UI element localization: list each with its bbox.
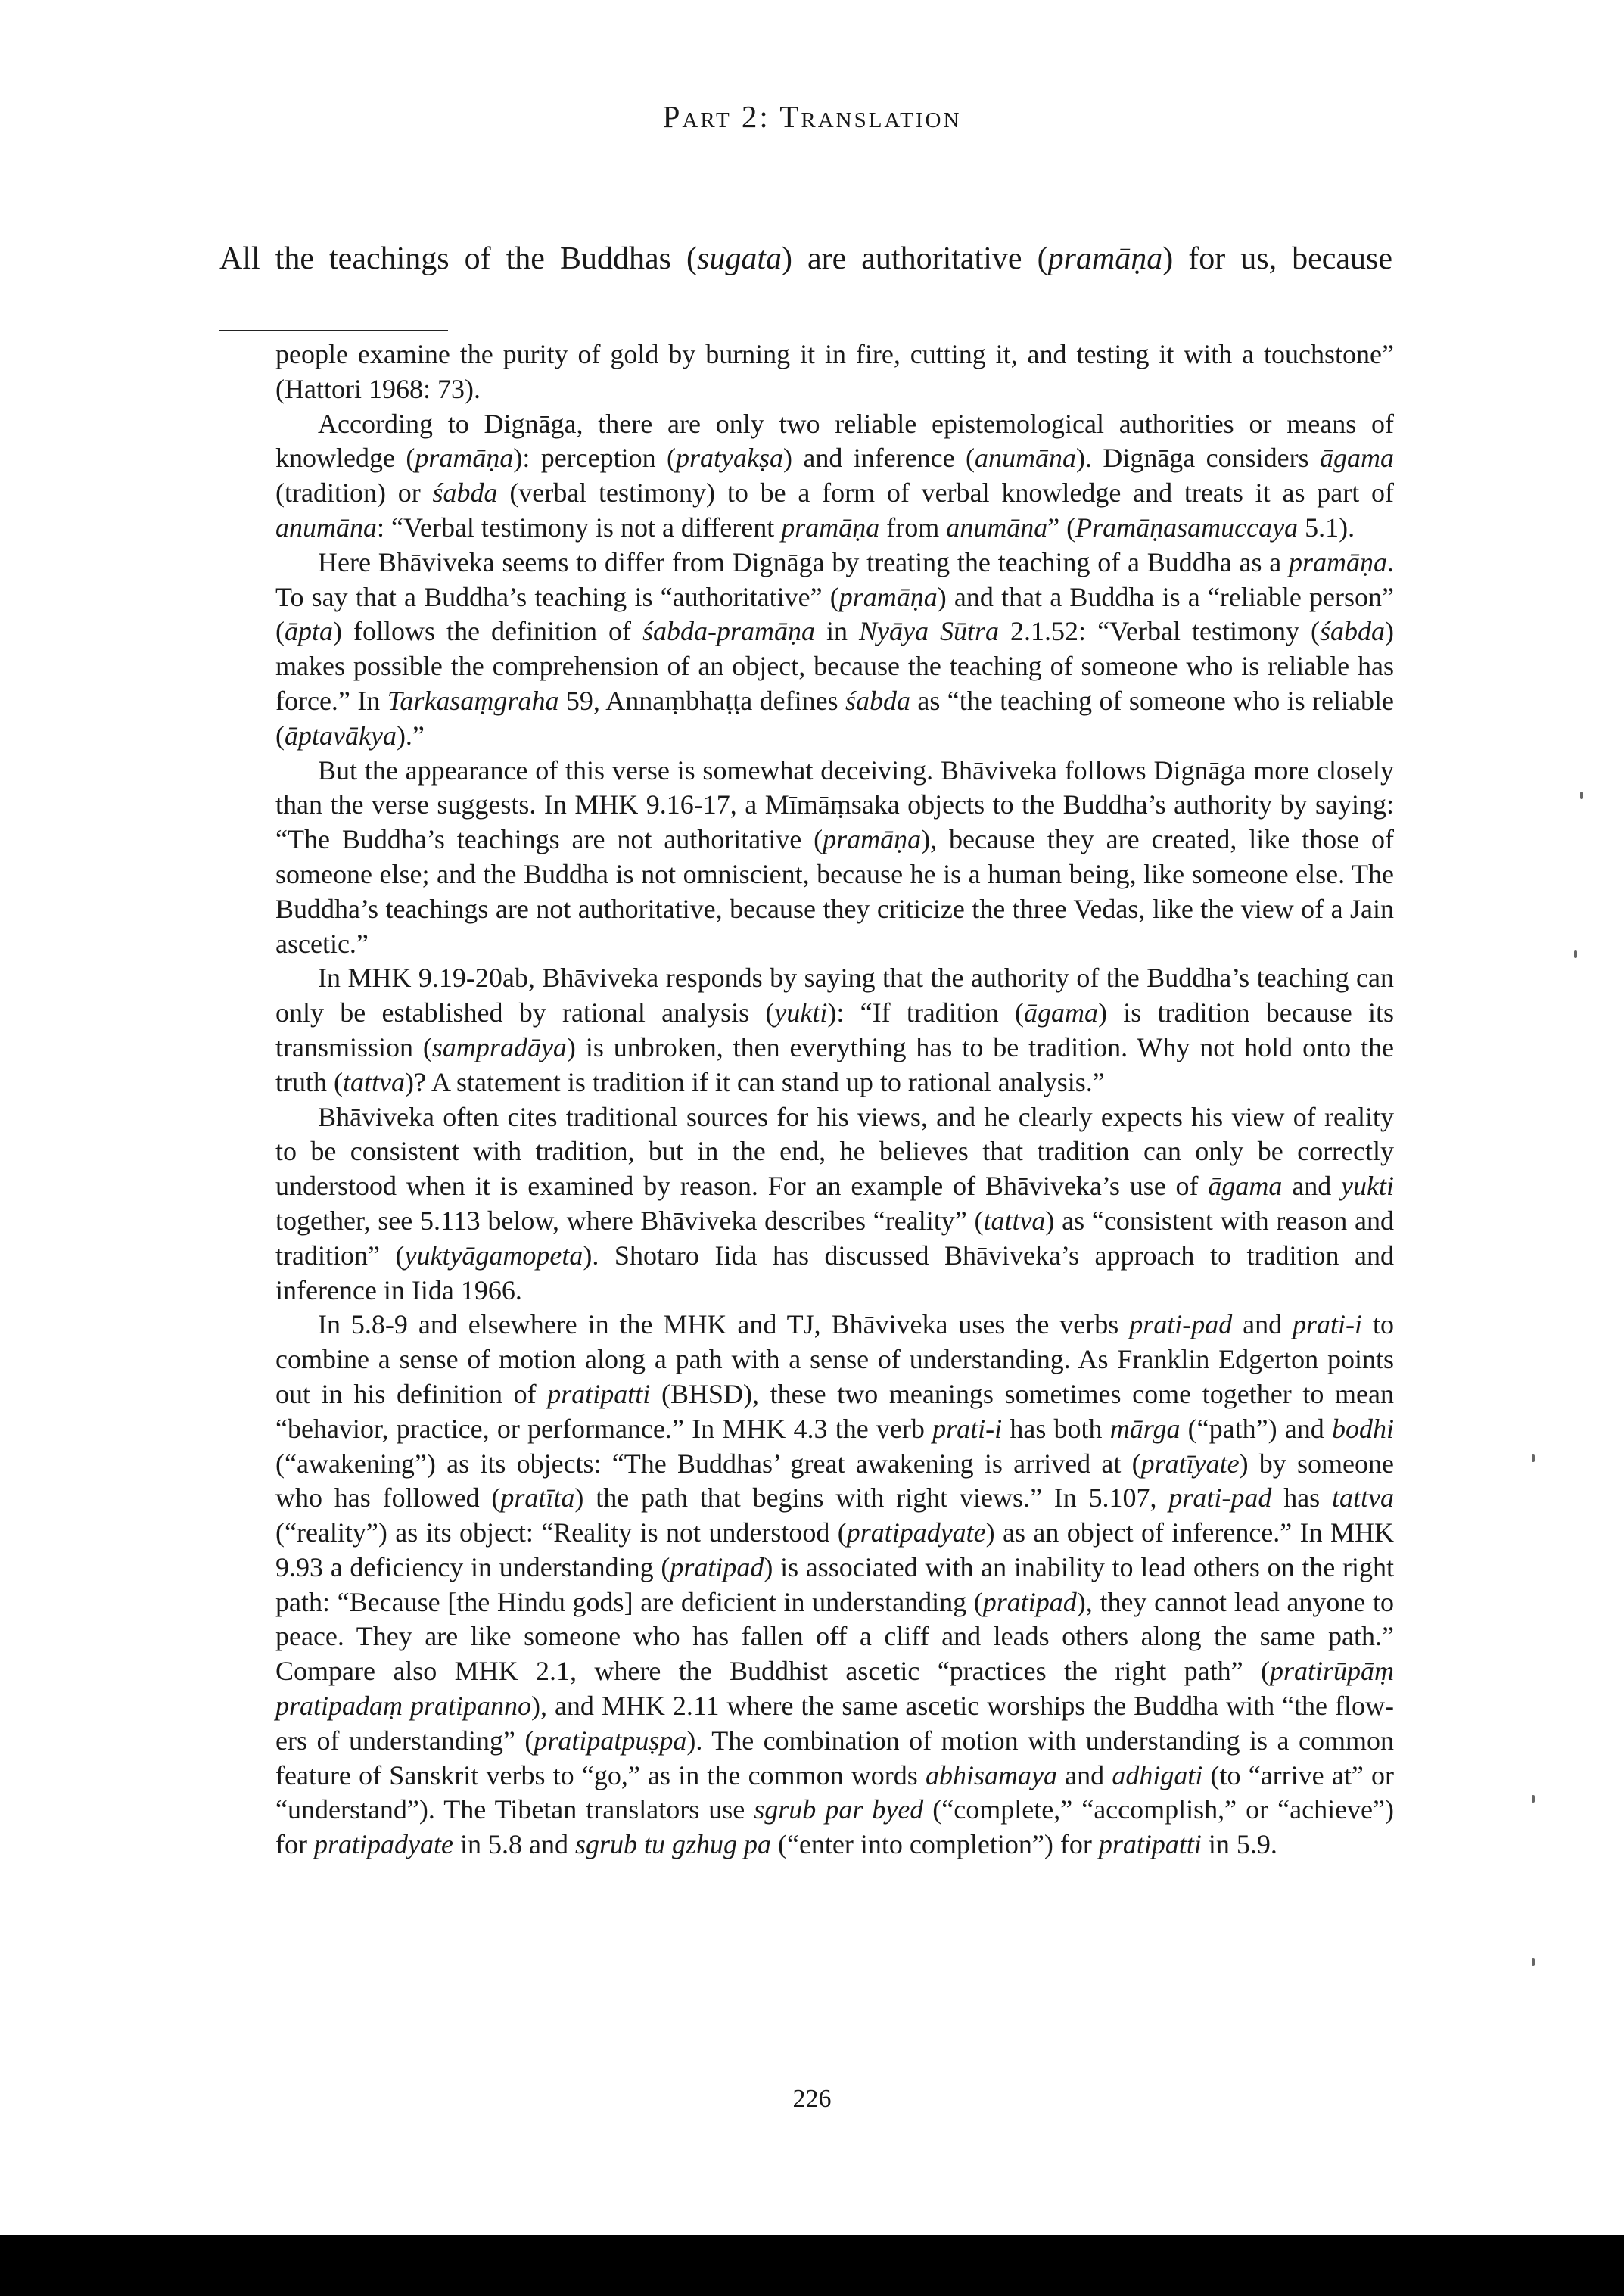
italic-term: abhisamaya: [925, 1759, 1057, 1790]
text-run: ) as “consistent with reason and tradition” (: [275, 1205, 1394, 1271]
italic-term: āgama: [1320, 443, 1394, 474]
footnote-paragraph: [275, 754, 1394, 962]
italic-term: śabda-pramāṇa: [642, 616, 816, 647]
italic-term: Tarkasaṃgraha: [387, 685, 559, 716]
text-run: ).”: [396, 720, 425, 751]
italic-term: yukti: [774, 997, 828, 1028]
italic-term: śabda: [1320, 616, 1386, 647]
text-run: In MHK 9.19-20ab, Bhāviveka responds by saying that the authority of the Buddha’s teaching can only be established by rational analysis (: [275, 963, 1394, 1028]
italic-term: yukti: [1341, 1171, 1395, 1202]
text-run: In 5.8-9 and elsewhere in the MHK and TJ, Bhāviveka uses the verbs: [318, 1309, 1130, 1340]
scan-speck: [1574, 950, 1577, 958]
text-run: (to “arrive at” or “understand”). The Tibetan translators use: [275, 1759, 1394, 1825]
text-run: ) and that a Buddha is a “reliable person” (: [275, 581, 1394, 647]
footnote-block: [275, 338, 1394, 1862]
italic-term: āgama: [1208, 1171, 1283, 1202]
italic-term: āgama: [1024, 997, 1099, 1028]
text-run: (“reality”) as its object: “Reality is not understood (: [275, 1517, 847, 1548]
text-run: (“complete,” “accomplish,” or “achieve”) for: [275, 1794, 1394, 1860]
italic-term: pratipad: [982, 1586, 1077, 1617]
text-run: (“awakening”) as its objects: “The Buddhas’ great awakening is arrived at (: [275, 1448, 1141, 1479]
text-run: people examine the purity of gold by burning it in fire, cutting it, and testing it with a touchstone” (Hattori 1968: 73).: [275, 339, 1394, 404]
text-run: ) makes possible the comprehension of an object, because the teaching of someone who is reliable has force.” In: [275, 616, 1395, 716]
italic-term: pratipatti: [1098, 1829, 1202, 1860]
text-run: ) and inference (: [782, 443, 975, 474]
italic-term: anumāna: [974, 443, 1076, 474]
italic-term: pratipatpuṣpa: [534, 1725, 687, 1756]
italic-term: pramāṇa: [1047, 241, 1163, 276]
text-run: : “Verbal testimony is not a different: [377, 512, 782, 543]
italic-term: sgrub tu gzhug pa: [574, 1829, 771, 1860]
text-run: ). Shotaro Iida has discussed Bhāviveka’s approach to tradition and inference in Iida 1966.: [275, 1240, 1394, 1305]
main-text-line: [219, 241, 1392, 277]
italic-term: āptavākya: [285, 720, 397, 751]
text-run: ) for us, because: [1162, 241, 1393, 276]
text-run: to combine a sense of motion along a path with a sense of understanding. As Franklin Edgerton points out in his definition of: [275, 1309, 1394, 1409]
text-run: in 5.9.: [1201, 1829, 1277, 1860]
text-run: ) by someone who has followed (: [275, 1448, 1395, 1514]
text-run: ): perception (: [513, 443, 676, 474]
text-run: has: [1271, 1482, 1332, 1514]
italic-term: pratipadyate: [846, 1517, 986, 1548]
text-run: Bhāviveka often cites traditional sources for his views, and he clearly expects his view of reality to be consistent with tradition, but in the end, he believes that tradition can only be correctly understood when it is examined by reason. For an example of Bhāviveka’s use of: [275, 1101, 1394, 1202]
text-run: and: [1232, 1309, 1293, 1340]
italic-term: sampradāya: [431, 1031, 567, 1062]
italic-term: pratīta: [500, 1482, 575, 1514]
footnote-paragraph: [275, 338, 1394, 407]
italic-term: pratipatti: [547, 1378, 651, 1409]
italic-term: yuktyāgamopeta: [404, 1240, 583, 1271]
footnote-paragraph: [275, 407, 1394, 546]
text-run: ) as an object of inference.” In MHK 9.93 a deficiency in understanding (: [275, 1517, 1394, 1582]
italic-term: śabda: [432, 478, 498, 509]
text-run: in 5.8 and: [453, 1829, 575, 1860]
scan-speck: [1580, 792, 1583, 799]
italic-term: pramāṇa: [1288, 546, 1387, 577]
footnote-paragraph: [275, 546, 1394, 754]
text-run: (verbal testimony) to be a form of verbal knowledge and treats it as part of: [497, 478, 1394, 509]
scan-border: [0, 2235, 1624, 2296]
text-run: According to Dignāga, there are only two reliable epistemological authorities or means of knowledge (: [275, 408, 1394, 474]
italic-term: prati-i: [1293, 1309, 1363, 1340]
italic-term: anumāna: [275, 512, 377, 543]
italic-term: pratirūpāṃ pratipadaṃ pratipanno: [275, 1656, 1394, 1722]
text-run: ) are authoritative (: [782, 241, 1048, 276]
running-head: Part 2: Translation: [662, 99, 962, 134]
italic-term: tattva: [342, 1066, 405, 1097]
italic-term: pramāṇa: [823, 824, 922, 855]
italic-term: prati-pad: [1168, 1482, 1272, 1514]
text-run: 59, Annaṃbhaṭṭa defines: [558, 685, 845, 716]
italic-term: tattva: [983, 1205, 1046, 1236]
text-run: Here Bhāviveka seems to differ from Dignāga by treating the teaching of a Buddha as a: [318, 546, 1289, 577]
footnote-paragraph: [275, 961, 1394, 1100]
text-run: (tradition) or: [275, 478, 433, 509]
text-run: 5.1).: [1298, 512, 1355, 543]
italic-term: pratipad: [670, 1551, 764, 1582]
italic-term: adhigati: [1112, 1759, 1203, 1790]
text-run: in: [815, 616, 860, 647]
italic-term: pratyakṣa: [676, 443, 783, 474]
italic-term: anumāna: [946, 512, 1048, 543]
italic-term: prati-pad: [1129, 1309, 1233, 1340]
text-run: has both: [1002, 1413, 1110, 1444]
text-run: (BHSD), these two meanings sometimes come together to mean “behavior, practice, or performance.” In MHK 4.3 the verb: [275, 1378, 1394, 1444]
italic-term: āpta: [285, 616, 334, 647]
scan-speck: [1532, 1795, 1535, 1803]
footnote-paragraph: [275, 1100, 1394, 1308]
italic-term: śabda: [845, 685, 910, 716]
italic-term: sgrub par byed: [754, 1794, 924, 1825]
text-run: ), because they are created, like those of someone else; and the Buddha is not omniscient, because he is a human being, like someone else. The Buddha’s teachings are not authoritative, because they criticize the three Vedas, like the view of a Jain ascetic.”: [275, 824, 1394, 959]
scan-speck: [1532, 1454, 1535, 1462]
italic-term: prati-i: [932, 1413, 1003, 1444]
scan-speck: [1532, 1958, 1535, 1966]
text-run: ). The combination of motion with understanding is a common feature of Sanskrit verbs to “go,” as in the common words: [275, 1725, 1394, 1790]
text-run: All the teachings of the Buddhas (: [219, 241, 697, 276]
italic-term: pramāṇa: [415, 443, 514, 474]
text-run: )? A statement is tradition if it can stand up to rational analysis.”: [404, 1066, 1105, 1097]
text-run: together, see 5.113 below, where Bhāviveka describes “reality” (: [275, 1205, 984, 1236]
italic-term: bodhi: [1331, 1413, 1394, 1444]
text-run: ), they cannot lead anyone to peace. They are like someone who has fallen off a cliff and leads others along the same path.” Compare also MHK 2.1, where the Buddhist ascetic “practices the right path” (: [275, 1586, 1394, 1687]
italic-term: sugata: [696, 241, 782, 276]
text-run: ) is tradition because its transmission (: [275, 997, 1394, 1062]
text-run: as “the teaching of someone who is reliable (: [275, 685, 1394, 751]
italic-term: pratipadyate: [313, 1829, 453, 1860]
text-run: ), and MHK 2.11 where the same ascetic worships the Buddha with “the flowers of understanding” (: [275, 1691, 1394, 1756]
text-run: (“enter into completion”) for: [770, 1829, 1099, 1860]
text-run: and: [1282, 1171, 1342, 1202]
footnote-paragraph: [275, 1308, 1394, 1862]
italic-term: Pramāṇasamuccaya: [1075, 512, 1299, 543]
italic-term: pratīyate: [1140, 1448, 1240, 1479]
text-run: from: [879, 512, 947, 543]
italic-term: mārga: [1109, 1413, 1181, 1444]
page-number: 226: [792, 2085, 832, 2113]
text-run: ) is unbroken, then everything has to be tradition. Why not hold onto the truth (: [275, 1031, 1395, 1097]
text-run: ) the path that begins with right views.” In 5.107,: [574, 1482, 1169, 1514]
text-run: But the appearance of this verse is somewhat deceiving. Bhāviveka follows Dignāga more closely than the verse suggests. In MHK 9.16-17, a Mīmāṃsaka objects to the Buddha’s authority by saying: “The Buddha’s teachings are not authoritative (: [275, 754, 1394, 855]
text-run: and: [1056, 1759, 1112, 1790]
italic-term: pramāṇa: [781, 512, 880, 543]
text-run: ): “If tradition (: [827, 997, 1025, 1028]
text-run: 2.1.52: “Verbal testimony (: [999, 616, 1320, 647]
italic-term: tattva: [1332, 1482, 1394, 1514]
text-run: ” (: [1047, 512, 1076, 543]
text-run: ). Dignāga considers: [1075, 443, 1320, 474]
text-run: ) is associated with an inability to lead others on the right path: “Because [the Hindu gods] are deficient in understanding (: [275, 1551, 1394, 1617]
text-run: . To say that a Buddha’s teaching is “authoritative” (: [275, 546, 1394, 612]
italic-term: pramāṇa: [838, 581, 938, 612]
footnote-rule: [219, 330, 448, 331]
italic-term: Nyāya Sūtra: [859, 616, 1000, 647]
text-run: (“path”) and: [1180, 1413, 1332, 1444]
text-run: ) follows the definition of: [333, 616, 642, 647]
